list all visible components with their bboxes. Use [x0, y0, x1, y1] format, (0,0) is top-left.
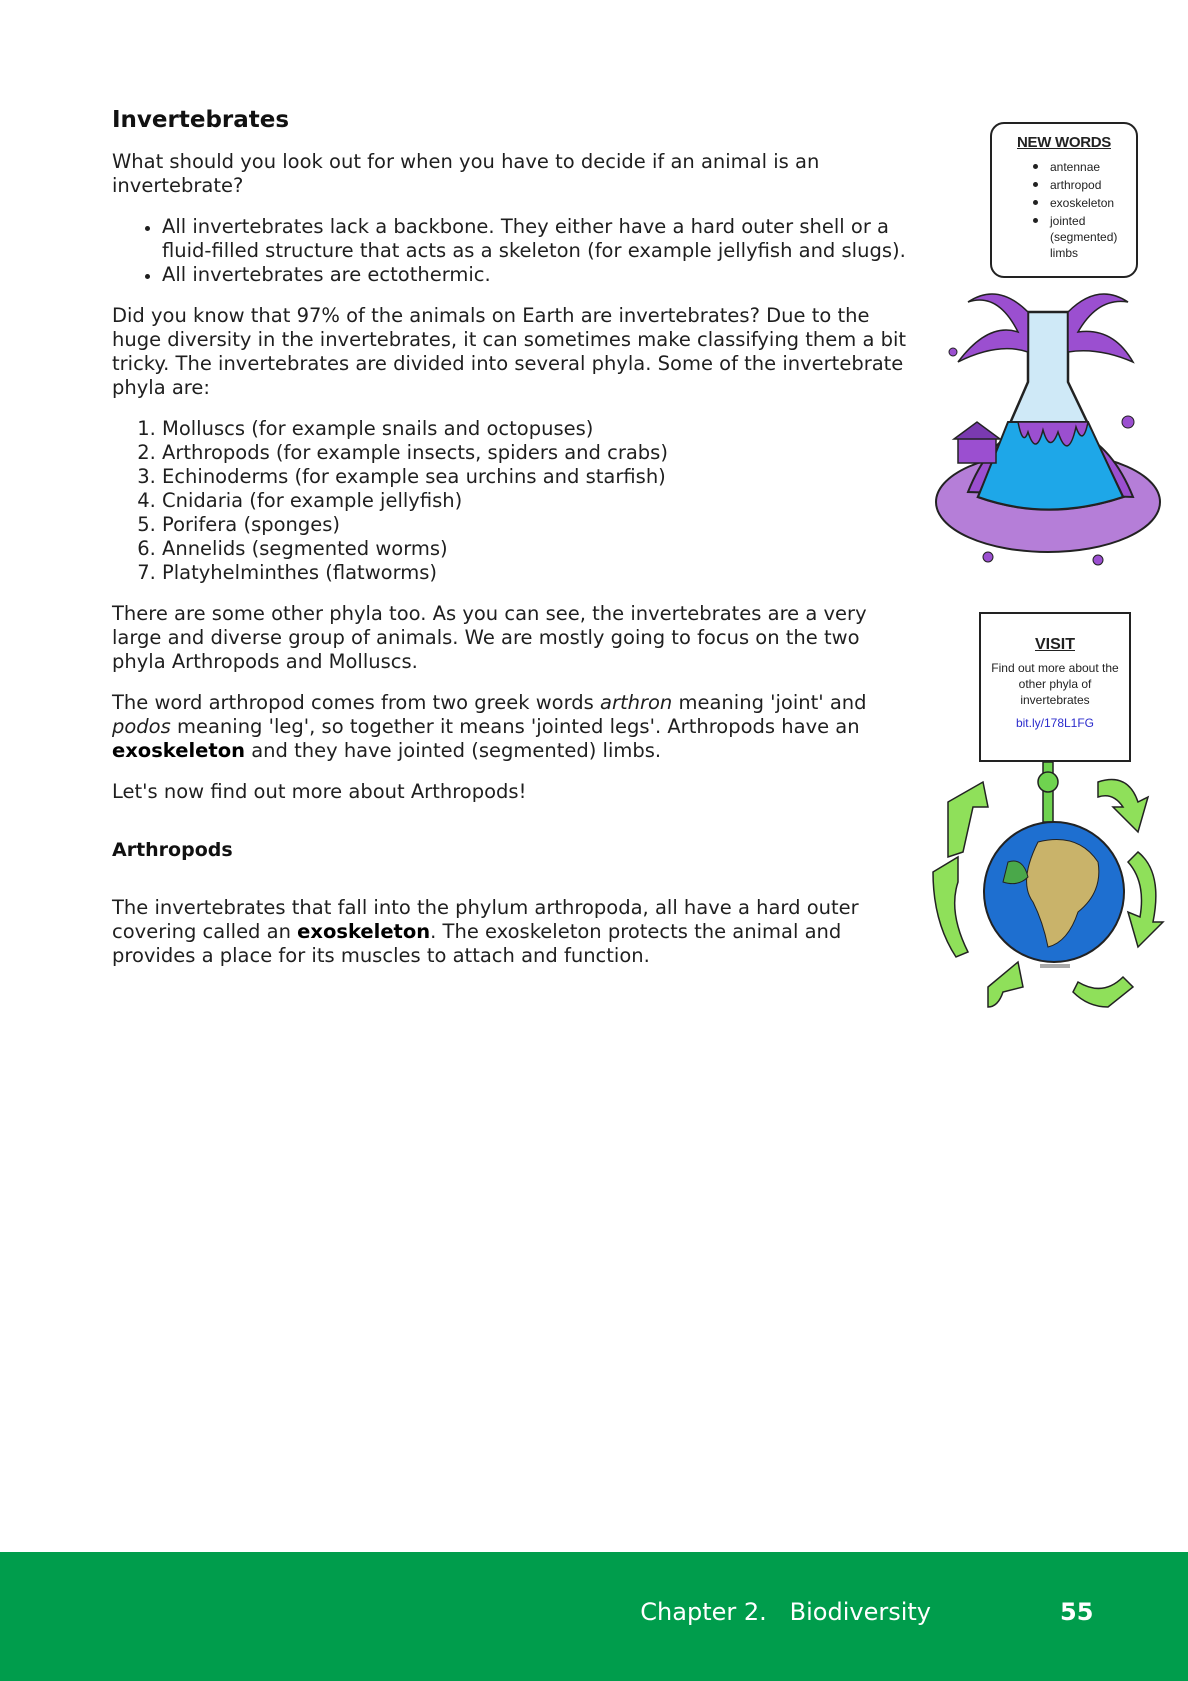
bullet-item: • All invertebrates lack a backbone. They either have a hard outer shell or a fluid-filled structure that acts as a skeleton (for example jellyfish and slugs).	[162, 215, 912, 263]
intro-question: What should you look out for when you have to decide if an animal is an invertebrate?	[112, 150, 820, 197]
text-run: The invertebrates that fall into the phylum arthropoda, all have a hard outer covering called an	[112, 896, 859, 943]
phyla-item: 2. Arthropods (for example insects, spiders and crabs)	[162, 441, 912, 465]
bullet-list	[112, 215, 912, 287]
visit-link[interactable]: bit.ly/178L1FG	[1015, 716, 1095, 730]
bullet-item: • All invertebrates are ectothermic.	[162, 263, 912, 287]
text-run: . The exoskeleton protects the animal and provides a place for its muscles to attach and function.	[112, 920, 842, 967]
bold-term: exoskeleton	[297, 920, 431, 943]
paragraph-arthropoda	[112, 896, 912, 968]
text-run: meaning 'leg', so together it means 'jointed legs'. Arthropods have an	[170, 715, 860, 738]
visit-title: VISIT	[1034, 636, 1075, 653]
phyla-list	[112, 417, 912, 585]
text-run: and they have jointed (segmented) limbs.	[245, 739, 662, 762]
paragraph-other-phyla: There are some other phyla too. As you can see, the invertebrates are a very large and diverse group of animals. We are mostly going to focus on the two phyla Arthropods and Molluscs.	[112, 602, 867, 673]
new-words-box	[990, 122, 1138, 278]
visit-sign	[979, 612, 1131, 762]
erupting-flask-illustration	[928, 272, 1172, 588]
new-word-item: • jointed (segmented) limbs	[1050, 211, 1122, 261]
bold-term: exoskeleton	[112, 739, 245, 762]
paragraph-arthropod-word	[112, 691, 912, 763]
page-number: 55	[1060, 1598, 1094, 1626]
paragraph-lets: Let's now find out more about Arthropods!	[112, 780, 527, 803]
text-run: The word arthropod comes from two greek words	[112, 691, 601, 714]
main-content	[112, 106, 912, 985]
page-footer	[0, 1552, 1188, 1681]
globe-recycling-illustration	[928, 762, 1172, 1022]
chapter-title: Chapter 2. Biodiversity	[640, 1598, 931, 1626]
phyla-item: 7. Platyhelminthes (flatworms)	[162, 561, 912, 585]
phyla-item: 5. Porifera (sponges)	[162, 513, 912, 537]
page-heading: Invertebrates	[112, 107, 290, 133]
phyla-item: 6. Annelids (segmented worms)	[162, 537, 912, 561]
new-words-list	[992, 157, 1122, 261]
new-word-item: • antennae	[1050, 157, 1122, 175]
italic-term: podos	[112, 715, 171, 738]
new-word-item: • exoskeleton	[1050, 193, 1122, 211]
visit-text: Find out more about the other phyla of invertebrates	[991, 661, 1119, 707]
phyla-item: 4. Cnidaria (for example jellyfish)	[162, 489, 912, 513]
phyla-item: 1. Molluscs (for example snails and octopuses)	[162, 417, 912, 441]
phyla-item: 3. Echinoderms (for example sea urchins and starfish)	[162, 465, 912, 489]
new-words-title: NEW WORDS	[1017, 134, 1111, 151]
text-run: meaning 'joint' and	[672, 691, 867, 714]
new-word-item: • arthropod	[1050, 175, 1122, 193]
paragraph-did-you-know: Did you know that 97% of the animals on Earth are invertebrates? Due to the huge diversity in the invertebrates, it can sometimes make classifying them a bit tricky. The invertebrates are divided into several phyla. Some of the invertebrate phyla are:	[112, 304, 907, 399]
italic-term: arthron	[600, 691, 673, 714]
section-heading: Arthropods	[112, 839, 233, 861]
